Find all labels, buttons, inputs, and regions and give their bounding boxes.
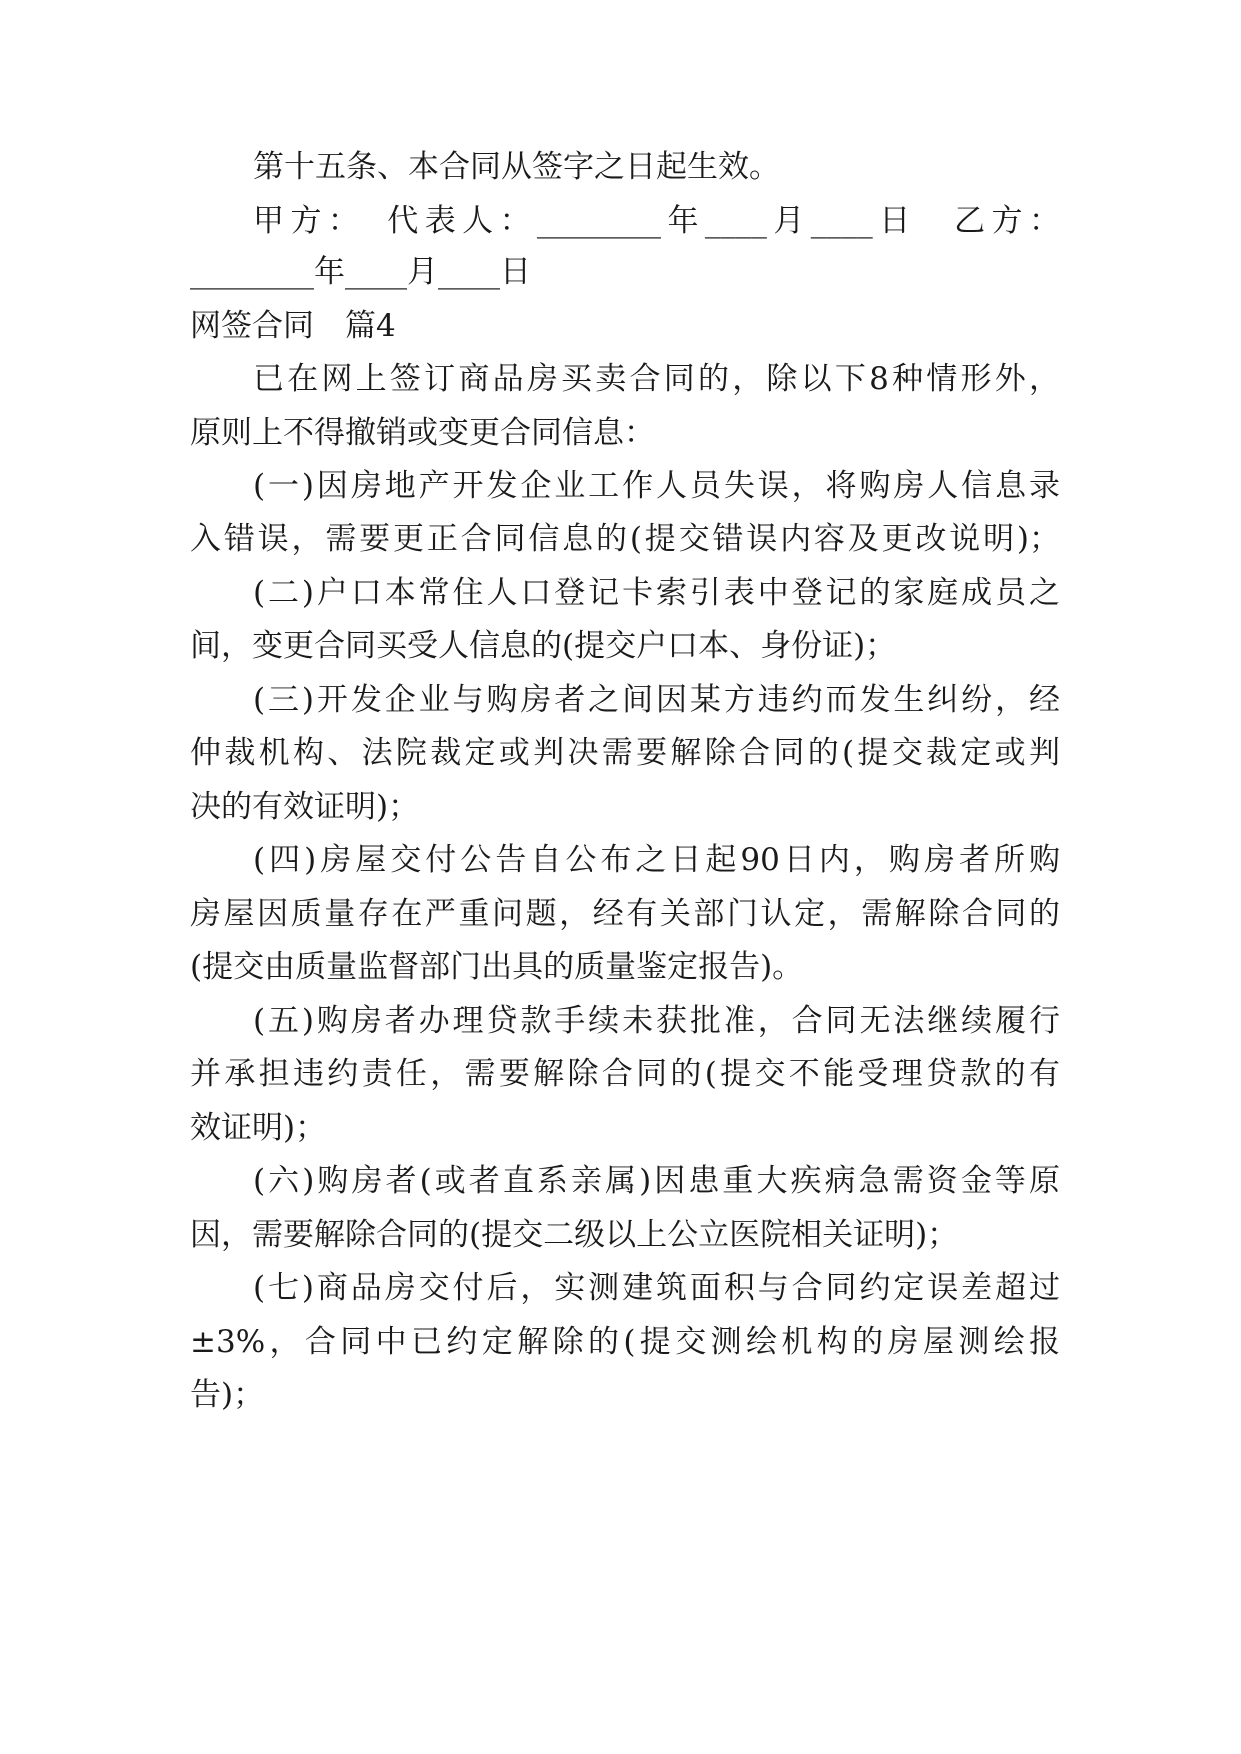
paragraph-line: ±3%，合同中已约定解除的(提交测绘机构的房屋测绘报 [190,1324,1060,1360]
paragraph-line: 原则上不得撤销或变更合同信息： [190,415,655,451]
paragraph-line: 告)； [190,1377,265,1413]
paragraph-line: (七)商品房交付后，实测建筑面积与合同约定误差超过 [253,1270,1060,1306]
paragraph-line: 效证明)； [190,1110,327,1146]
paragraph-line: 因，需要解除合同的(提交二级以上公立医院相关证明)； [190,1217,959,1253]
paragraph-line: (二)户口本常住人口登记卡索引表中登记的家庭成员之 [253,575,1060,611]
paragraph-line: (四)房屋交付公告自公布之日起90日内，购房者所购 [253,842,1060,878]
paragraph-line: (一)因房地产开发企业工作人员失误，将购房人信息录 [253,468,1060,504]
paragraph-line: 房屋因质量存在严重问题，经有关部门认定，需解除合同的 [190,896,1060,932]
paragraph-line: (三)开发企业与购房者之间因某方违约而发生纠纷，经 [253,682,1060,718]
paragraph-line: 间，变更合同买受人信息的(提交户口本、身份证)； [190,628,897,664]
paragraph-line: 仲裁机构、法院裁定或判决需要解除合同的(提交裁定或判 [190,735,1060,771]
paragraph-line: (五)购房者办理贷款手续未获批准，合同无法继续履行 [253,1003,1060,1039]
paragraph-line: (提交由质量监督部门出具的质量鉴定报告)。 [190,949,804,985]
paragraph-line: 入错误，需要更正合同信息的(提交错误内容及更改说明)； [190,521,1060,557]
signature-line-party-b-date: ________年____月____日 [190,254,531,290]
paragraph-line: 已在网上签订商品房买卖合同的，除以下8种情形外， [253,361,1060,397]
signature-line-party-a: 甲方： 代表人：________年____月____日 乙方： [253,203,1060,239]
paragraph-line: (六)购房者(或者直系亲属)因患重大疾病急需资金等原 [253,1163,1060,1199]
clause-15-effective: 第十五条、本合同从签字之日起生效。 [253,149,780,185]
paragraph-line: 决的有效证明)； [190,789,420,825]
section-heading: 网签合同 篇4 [190,308,396,344]
paragraph-line: 并承担违约责任，需要解除合同的(提交不能受理贷款的有 [190,1056,1060,1092]
